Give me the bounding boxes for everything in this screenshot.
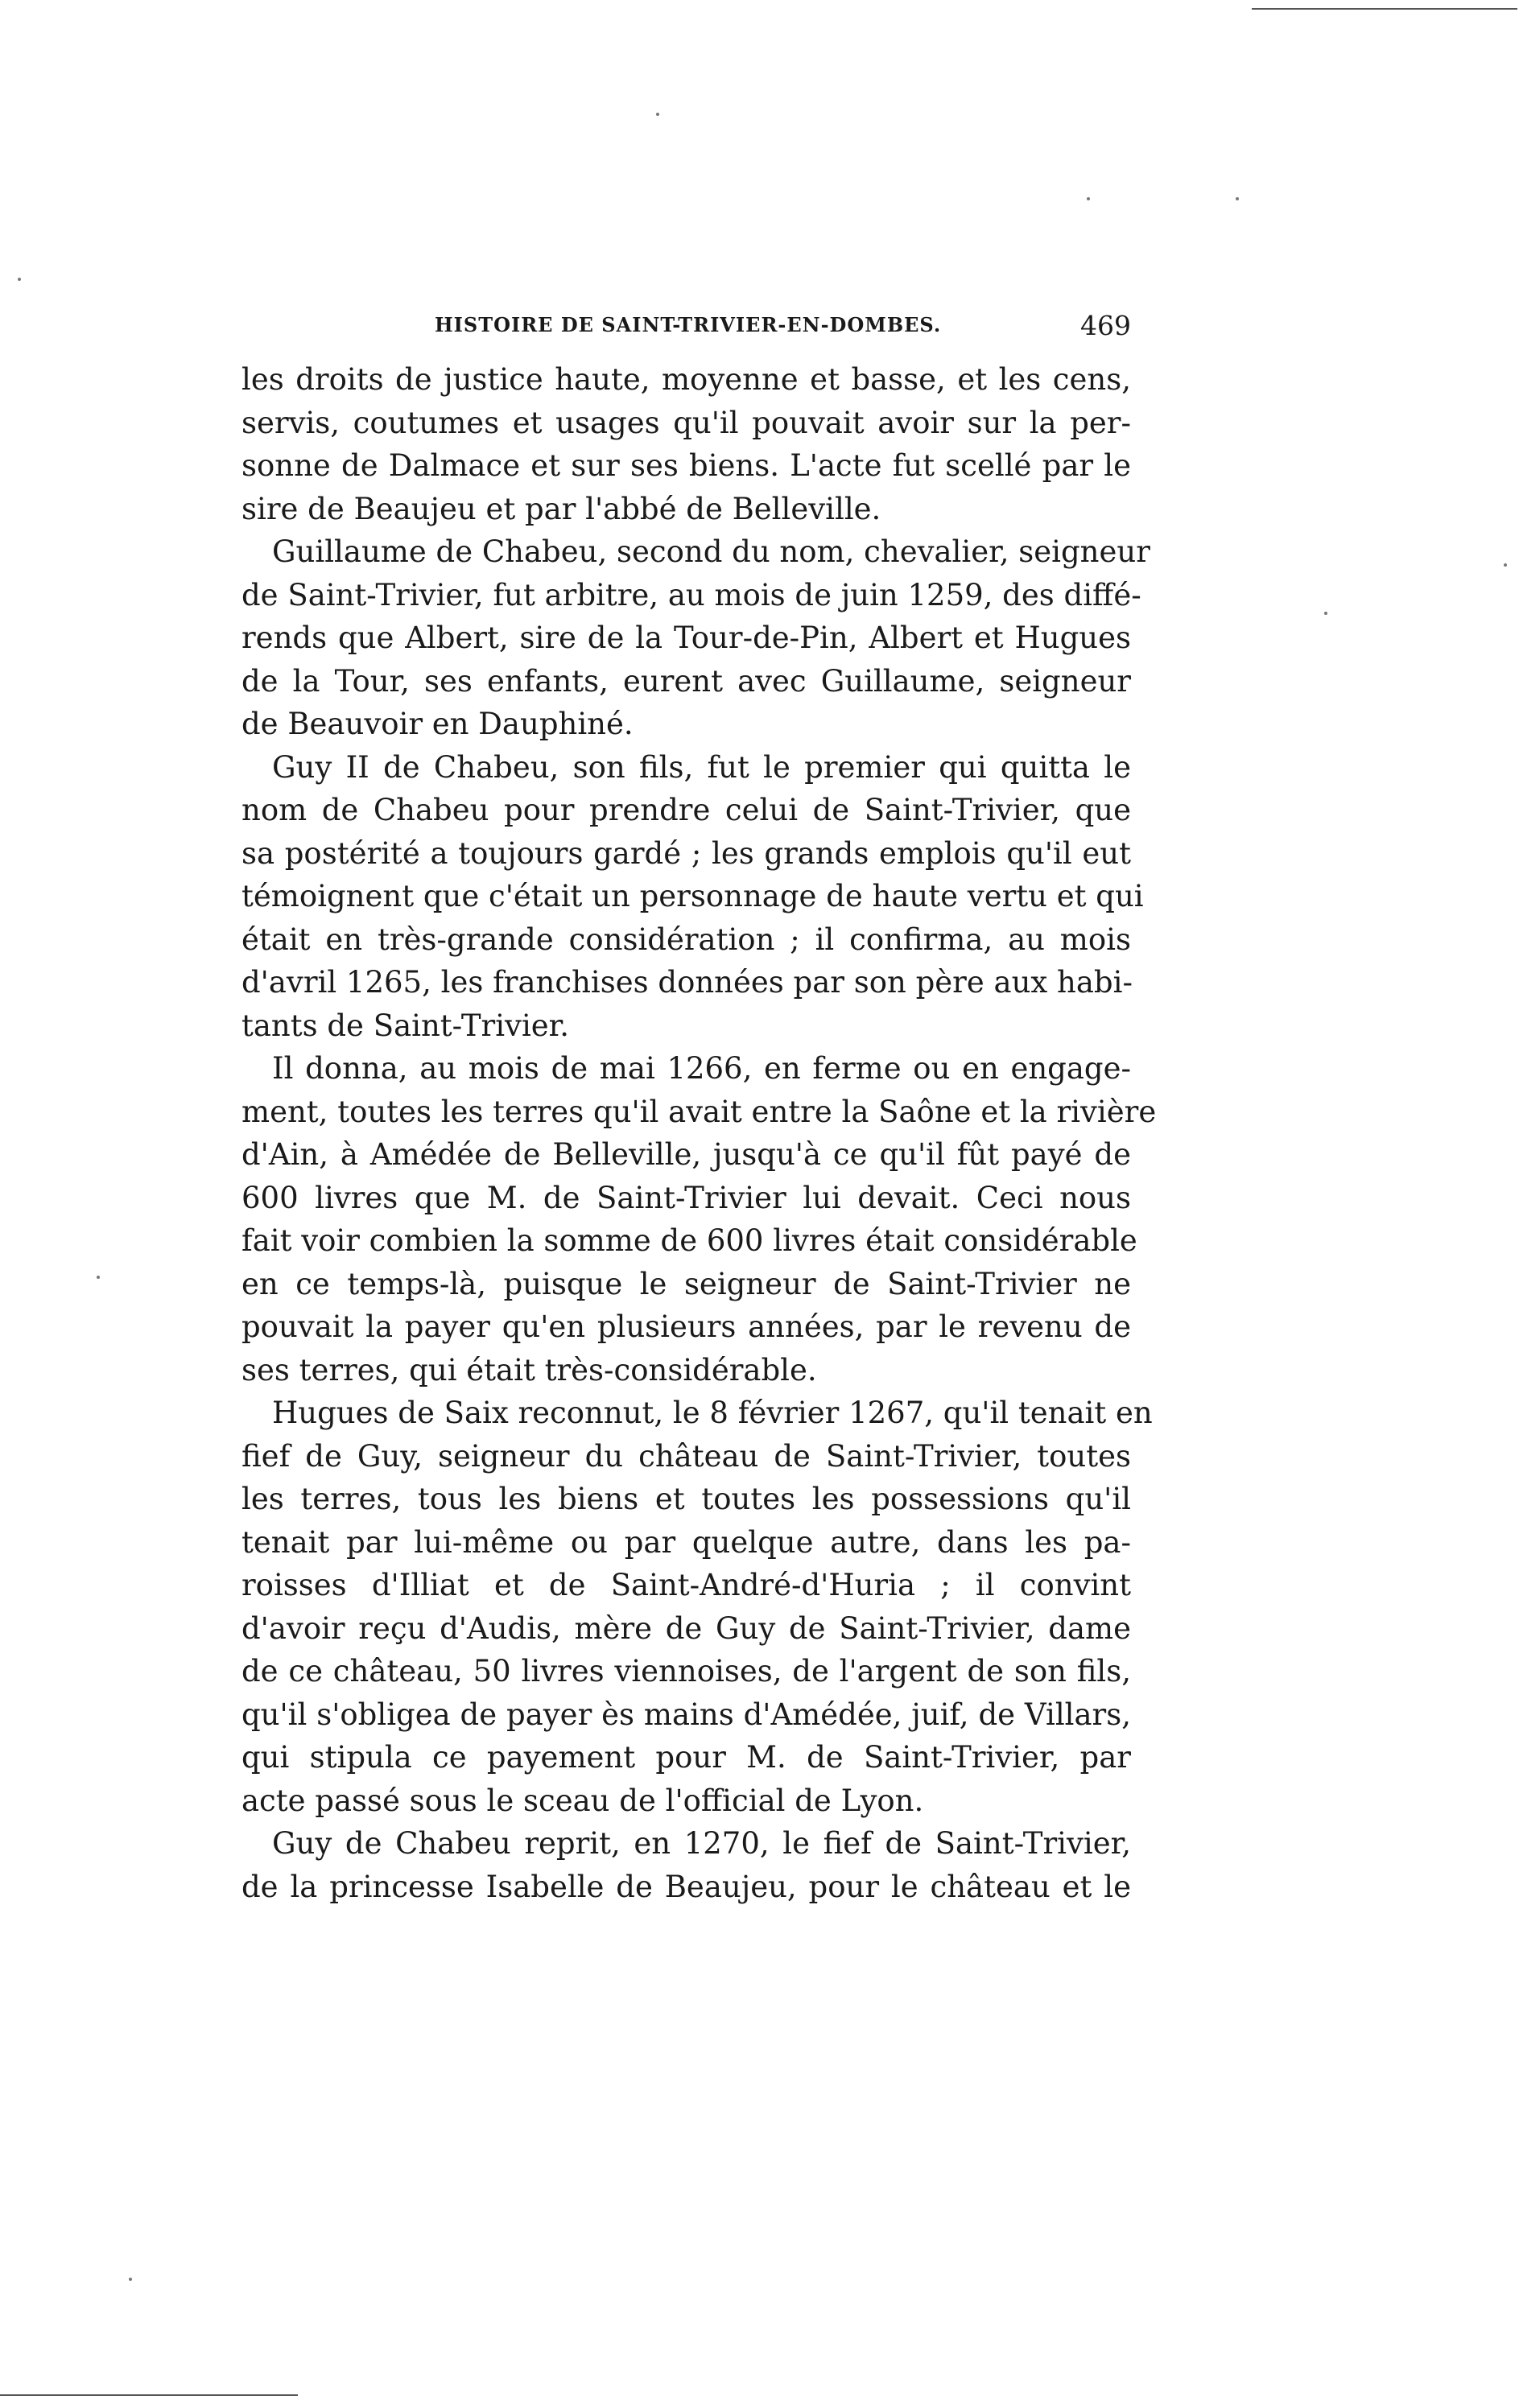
text-line: de Beauvoir en Dauphiné. [241, 707, 634, 741]
top-edge-rule [1252, 8, 1517, 10]
text-line: roisses d'Illiat et de Saint-André-d'Huria ; il convint [241, 1568, 1131, 1602]
text-line: de ce château, 50 livres viennoises, de l'argent de son fils, [241, 1654, 1131, 1688]
scan-speck [1504, 563, 1507, 567]
page-header [427, 310, 1131, 342]
text-line: Guy II de Chabeu, son fils, fut le premier qui quitta le [272, 749, 1131, 785]
text-line: Guillaume de Chabeu, second du nom, chevalier, seigneur [272, 534, 1150, 569]
text-line: pouvait la payer qu'en plusieurs années, par le revenu de [241, 1309, 1131, 1344]
text-line: Guy de Chabeu reprit, en 1270, le fief de Saint-Trivier, [272, 1826, 1131, 1861]
text-line: les terres, tous les biens et toutes les possessions qu'il [241, 1482, 1131, 1516]
text-line: qui stipula ce payement pour M. de Saint-Trivier, par [241, 1740, 1131, 1775]
text-line: d'avoir reçu d'Audis, mère de Guy de Saint-Trivier, dame [241, 1610, 1131, 1646]
text-line: sonne de Dalmace et sur ses biens. L'acte fut scellé par le [241, 448, 1131, 483]
text-line: 600 livres que M. de Saint-Trivier lui devait. Ceci nous [241, 1180, 1131, 1215]
scan-speck [1236, 197, 1239, 200]
text-line: qu'il s'obligea de payer ès mains d'Amédée, juif, de Villars, [241, 1697, 1131, 1732]
text-line: fief de Guy, seigneur du château de Saint-Trivier, toutes [241, 1438, 1131, 1474]
text-line: de la princesse Isabelle de Beaujeu, pour le château et le [241, 1869, 1131, 1904]
page-number: 469 [1080, 310, 1131, 341]
text-line: acte passé sous le sceau de l'official de Lyon. [241, 1783, 924, 1818]
text-line: d'avril 1265, les franchises données par son père aux habi- [241, 965, 1133, 1000]
scan-speck [1087, 197, 1090, 200]
scan-speck [97, 1276, 100, 1279]
text-line: de la Tour, ses enfants, eurent avec Guillaume, seigneur [241, 663, 1131, 699]
text-line: Il donna, au mois de mai 1266, en ferme ou en engage- [272, 1051, 1131, 1086]
scan-speck [129, 2278, 132, 2281]
text-line: ment, toutes les terres qu'il avait entre la Saône et la rivière [241, 1094, 1157, 1129]
text-line: de Saint-Trivier, fut arbitre, au mois de juin 1259, des diffé- [241, 577, 1141, 612]
text-line: d'Ain, à Amédée de Belleville, jusqu'à ce qu'il fût payé de [241, 1137, 1131, 1172]
body-text [241, 358, 1157, 1908]
bottom-edge-rule [0, 2394, 298, 2396]
text-line: fait voir combien la somme de 600 livres était considérable [241, 1223, 1137, 1258]
text-line: sire de Beaujeu et par l'abbé de Belleville. [241, 491, 881, 526]
scan-speck [656, 113, 659, 116]
text-line: tenait par lui-même ou par quelque autre, dans les pa- [241, 1524, 1131, 1560]
text-line: sa postérité a toujours gardé ; les grands emplois qu'il eut [241, 835, 1131, 871]
text-line: servis, coutumes et usages qu'il pouvait avoir sur la per- [241, 405, 1131, 440]
scan-speck [18, 278, 21, 281]
text-line: en ce temps-là, puisque le seigneur de Saint-Trivier ne [241, 1266, 1131, 1301]
scan-speck [1324, 612, 1327, 615]
text-line: rends que Albert, sire de la Tour-de-Pin, Albert et Hugues [241, 621, 1131, 655]
text-line: ses terres, qui était très-considérable. [241, 1352, 817, 1387]
text-line: les droits de justice haute, moyenne et basse, et les cens, [241, 362, 1131, 397]
text-line: était en très-grande considération ; il confirma, au mois [241, 922, 1131, 957]
text-line: Hugues de Saix reconnut, le 8 février 1267, qu'il tenait en [272, 1396, 1153, 1430]
text-line: tants de Saint-Trivier. [241, 1008, 570, 1043]
text-line: nom de Chabeu pour prendre celui de Saint-Trivier, que [241, 793, 1131, 827]
text-line: témoignent que c'était un personnage de haute vertu et qui [241, 879, 1144, 913]
running-title: HISTOIRE DE SAINT-TRIVIER-EN-DOMBES. [435, 313, 942, 336]
